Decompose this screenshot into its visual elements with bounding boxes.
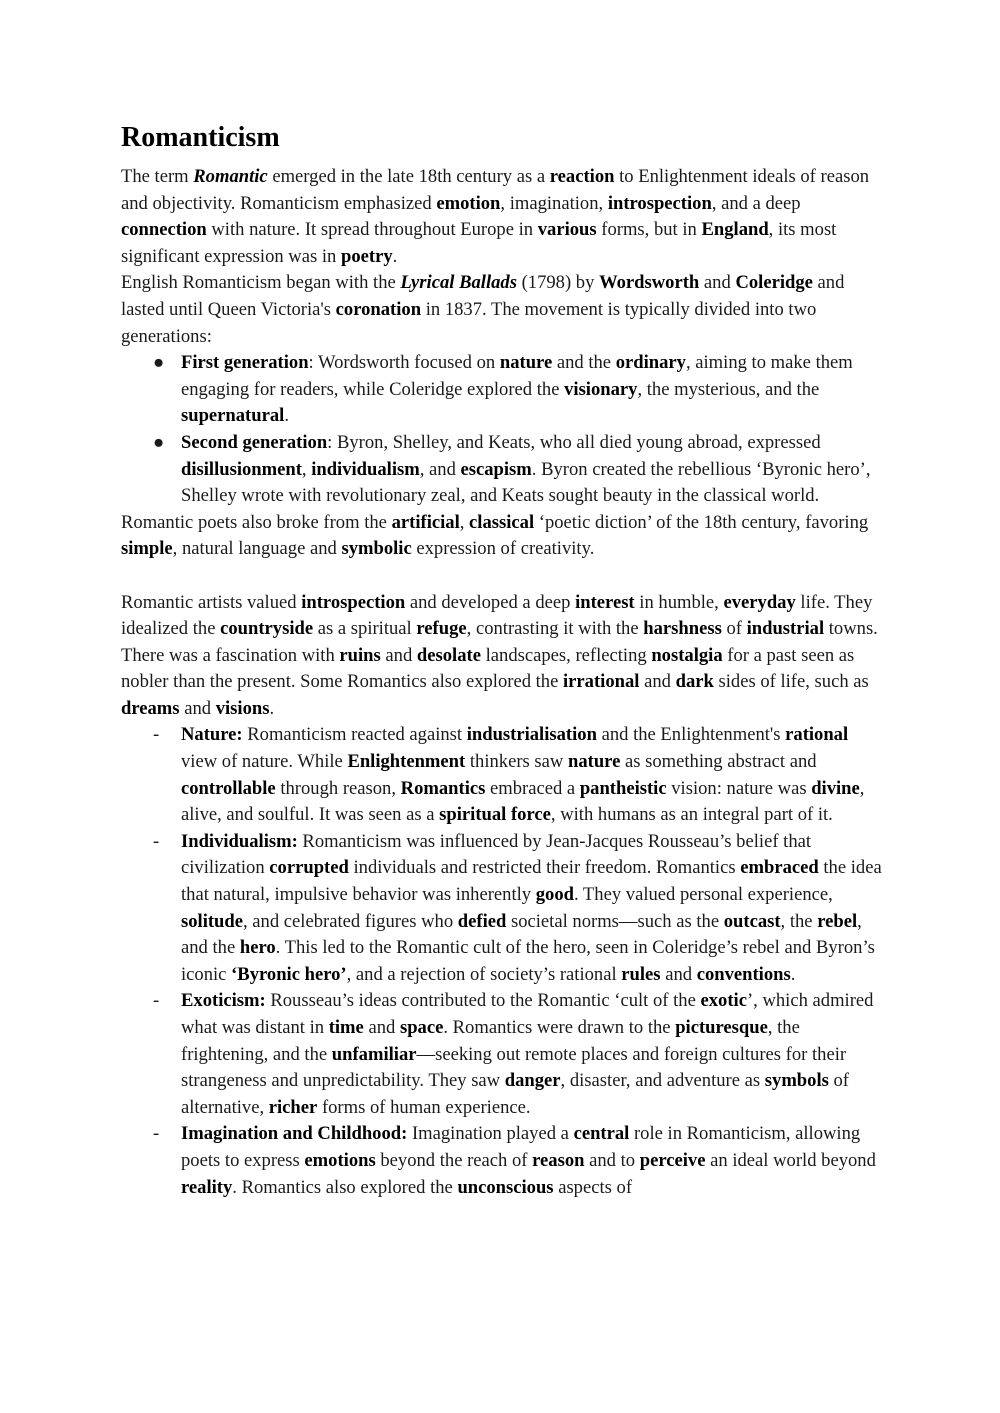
dash-marker: - xyxy=(153,724,160,746)
list-item-text xyxy=(181,1123,876,1197)
text-run: through reason, xyxy=(275,777,401,799)
emphasis-text: various xyxy=(537,219,597,241)
emphasis-text: picturesque xyxy=(675,1017,768,1038)
text-run: landscapes, reflecting xyxy=(480,644,652,666)
text-run: , alive, and soulful. It was seen as a xyxy=(181,777,865,826)
text-run: Imagination played a xyxy=(407,1123,574,1145)
list-item-text xyxy=(181,831,882,985)
emphasis-text: Lyrical Ballads xyxy=(400,272,517,294)
emphasis-text: conventions xyxy=(696,963,791,985)
emphasis-text: danger xyxy=(504,1070,561,1092)
emphasis-text: classical xyxy=(469,511,535,533)
text-run: emerged in the late 18th century as a xyxy=(267,166,550,187)
emphasis-text: interest xyxy=(575,591,635,613)
emphasis-text: Coleridge xyxy=(735,272,813,294)
text-run: : Byron, Shelley, and Keats, who all died young abroad, expressed xyxy=(327,431,821,453)
artists-paragraph xyxy=(121,590,883,723)
text-run: , and a rejection of society’s rational xyxy=(346,963,622,985)
emphasis-text: time xyxy=(328,1017,364,1038)
text-run: vision: nature was xyxy=(666,777,812,799)
emphasis-text: coronation xyxy=(335,298,422,320)
list-item xyxy=(121,1121,883,1201)
text-run: , imagination, xyxy=(500,192,608,214)
intro-paragraph xyxy=(121,164,883,270)
emphasis-text: pantheistic xyxy=(579,777,667,799)
text-run: beyond the reach of xyxy=(375,1149,533,1171)
emphasis-text: reason xyxy=(532,1149,585,1171)
text-run: the idea that natural, impulsive behavior was inherently xyxy=(181,857,882,906)
text-run: thinkers saw xyxy=(465,751,568,773)
text-run: , the frightening, and the xyxy=(181,1017,800,1065)
emphasis-text: unfamiliar xyxy=(331,1043,417,1065)
dash-marker: - xyxy=(153,1123,160,1145)
emphasis-text: refuge xyxy=(416,618,467,640)
text-run: and to xyxy=(584,1149,640,1171)
emphasis-text: emotion xyxy=(436,192,501,214)
emphasis-text: visionary xyxy=(564,378,638,400)
emphasis-text: rules xyxy=(621,963,661,985)
text-run: . This led to the Romantic cult of the hero, seen in Coleridge’s rebel and Byron’s iconic xyxy=(181,937,875,985)
emphasis-text: reaction xyxy=(549,166,615,187)
intro-section xyxy=(121,164,883,350)
intro-paragraph xyxy=(121,270,883,350)
emphasis-text: Nature: xyxy=(181,724,243,746)
emphasis-text: richer xyxy=(268,1096,318,1118)
text-run: . xyxy=(269,697,275,719)
emphasis-text: Wordsworth xyxy=(599,272,700,294)
page-title: Romanticism xyxy=(121,122,280,153)
dash-marker: - xyxy=(153,830,160,852)
text-run: ’, which admired what was distant in xyxy=(181,990,874,1038)
list-item-text xyxy=(181,352,853,426)
text-run: , with humans as an integral part of it. xyxy=(550,804,833,826)
emphasis-text: Imagination and Childhood: xyxy=(181,1123,408,1145)
text-run: and the Enlightenment's xyxy=(596,724,786,746)
text-run: forms of human experience. xyxy=(317,1096,531,1118)
emphasis-text: ruins xyxy=(339,644,381,666)
emphasis-text: outcast xyxy=(723,910,781,932)
emphasis-text: Individualism: xyxy=(181,830,298,852)
text-run: as something abstract and xyxy=(620,751,817,773)
text-run: , aiming to make them engaging for readers, while Coleridge explored the xyxy=(181,352,853,400)
text-run: view of nature. While xyxy=(181,751,348,773)
text-run: forms, but in xyxy=(596,219,702,241)
text-run: : Wordsworth focused on xyxy=(308,352,500,374)
emphasis-text: simple xyxy=(121,538,173,560)
text-run: and developed a deep xyxy=(405,591,576,613)
text-run: The term xyxy=(121,166,194,187)
emphasis-text: dreams xyxy=(121,697,180,719)
text-run: in humble, xyxy=(634,591,724,613)
text-run: expression of creativity. xyxy=(411,538,595,560)
themes-list xyxy=(121,722,883,1201)
text-run: —seeking out remote places and foreign cultures for their strangeness and unpredictability. They saw xyxy=(181,1043,847,1092)
list-item-text xyxy=(181,432,871,506)
emphasis-text: dark xyxy=(675,671,714,693)
text-run: . xyxy=(392,245,398,267)
emphasis-text: everyday xyxy=(723,591,796,613)
list-item xyxy=(121,350,883,430)
text-run: individuals and restricted their freedom. Romantics xyxy=(348,857,741,879)
emphasis-text: embraced xyxy=(740,857,819,879)
emphasis-text: exotic xyxy=(700,990,747,1012)
emphasis-text: nature xyxy=(499,352,553,374)
text-run: and xyxy=(363,1017,400,1038)
list-item xyxy=(121,722,883,828)
emphasis-text: spiritual force xyxy=(439,804,551,826)
bullet-marker: ● xyxy=(153,352,165,374)
emphasis-text: First generation xyxy=(181,352,309,374)
emphasis-text: irrational xyxy=(563,671,640,693)
text-run: an ideal world beyond xyxy=(705,1149,876,1171)
text-run: , its most significant expression was in xyxy=(121,219,837,267)
emphasis-text: emotions xyxy=(304,1149,376,1171)
text-run: life. They idealized the xyxy=(121,591,873,640)
text-run: Rousseau’s ideas contributed to the Romantic ‘cult of the xyxy=(265,990,701,1012)
emphasis-text: perceive xyxy=(639,1149,706,1171)
text-run: Romantic poets also broke from the xyxy=(121,511,392,533)
text-run: and lasted until Queen Victoria's xyxy=(121,272,845,320)
emphasis-text: harshness xyxy=(643,618,722,640)
text-run: societal norms—such as the xyxy=(506,910,724,932)
text-run: , disaster, and adventure as xyxy=(560,1070,765,1092)
text-run: and xyxy=(639,671,676,693)
text-run: , the xyxy=(780,910,818,932)
text-run: towns. There was a fascination with xyxy=(121,618,878,666)
text-run: . They valued personal experience, xyxy=(573,884,833,906)
emphasis-text: Exoticism: xyxy=(181,990,266,1012)
list-item xyxy=(121,829,883,989)
emphasis-text: reality xyxy=(181,1176,233,1198)
text-run: , xyxy=(459,511,470,533)
text-run: as a spiritual xyxy=(313,618,417,640)
emphasis-text: controllable xyxy=(181,777,276,799)
text-run: aspects of xyxy=(553,1176,633,1198)
text-run: . xyxy=(284,405,289,427)
emphasis-text: divine xyxy=(811,777,860,799)
text-run: Romanticism reacted against xyxy=(242,724,467,746)
emphasis-text: introspection xyxy=(301,591,406,613)
text-run: and xyxy=(380,644,417,666)
list-item-text xyxy=(181,990,873,1117)
emphasis-text: Enlightenment xyxy=(347,751,466,773)
emphasis-text: symbolic xyxy=(341,538,412,560)
text-run: , and xyxy=(419,458,461,480)
text-run: , xyxy=(301,458,312,480)
emphasis-text: introspection xyxy=(607,192,712,214)
emphasis-text: disillusionment xyxy=(181,458,302,480)
emphasis-text: desolate xyxy=(416,644,481,666)
emphasis-text: Second generation xyxy=(181,431,328,453)
emphasis-text: escapism xyxy=(460,458,532,480)
emphasis-text: defied xyxy=(457,910,507,932)
text-run: Romanticism was influenced by Jean-Jacques Rousseau’s belief that civilization xyxy=(181,830,812,879)
text-run: , contrasting it with the xyxy=(466,618,644,640)
text-run: ‘poetic diction’ of the 18th century, favoring xyxy=(534,511,869,533)
emphasis-text: ordinary xyxy=(615,352,686,374)
text-run: , and a deep xyxy=(711,192,801,214)
text-run: in 1837. The movement is typically divided into two generations: xyxy=(121,298,817,347)
text-run: . Byron created the rebellious ‘Byronic hero’, Shelley wrote with revolutionary zeal, and Keats sought beauty in the classical world. xyxy=(181,458,871,507)
text-run: for a past seen as nobler than the present. Some Romantics also explored the xyxy=(121,644,855,693)
text-run: , and the xyxy=(181,910,862,959)
bullet-marker: ● xyxy=(153,431,165,453)
text-run: and xyxy=(179,697,216,719)
emphasis-text: supernatural xyxy=(181,405,285,427)
emphasis-text: connection xyxy=(121,219,207,241)
text-run: of xyxy=(721,618,747,640)
emphasis-text: good xyxy=(535,884,574,906)
text-run: Romantic artists valued xyxy=(121,591,302,613)
text-run: , natural language and xyxy=(172,538,342,560)
emphasis-text: industrialisation xyxy=(466,724,597,746)
text-run: with nature. It spread throughout Europe in xyxy=(206,219,538,241)
emphasis-text: rebel xyxy=(817,910,858,932)
emphasis-text: industrial xyxy=(746,618,825,640)
list-item xyxy=(121,430,883,510)
text-run: , and celebrated figures who xyxy=(243,910,458,932)
text-run: , the mysterious, and the xyxy=(637,378,820,400)
text-run: (1798) by xyxy=(516,272,600,294)
emphasis-text: nature xyxy=(567,751,621,773)
text-run: role in Romanticism, allowing poets to express xyxy=(181,1123,861,1171)
text-run: of alternative, xyxy=(181,1070,849,1118)
text-run: English Romanticism began with the xyxy=(121,272,401,294)
diction-paragraph xyxy=(121,510,883,563)
emphasis-text: visions xyxy=(215,697,270,719)
emphasis-text: Romantic xyxy=(193,166,268,187)
list-item xyxy=(121,988,883,1121)
emphasis-text: nostalgia xyxy=(651,644,723,666)
emphasis-text: Romantics xyxy=(400,777,486,799)
emphasis-text: unconscious xyxy=(457,1176,554,1198)
paragraph-spacer xyxy=(121,563,883,590)
emphasis-text: individualism xyxy=(311,458,420,480)
generations-list xyxy=(121,350,883,510)
emphasis-text: rational xyxy=(785,724,849,746)
text-run: and xyxy=(699,272,736,294)
text-run: . Romantics were drawn to the xyxy=(443,1017,676,1038)
emphasis-text: England xyxy=(701,219,769,241)
text-run: to Enlightenment ideals of reason and objectivity. Romanticism emphasized xyxy=(121,166,870,214)
emphasis-text: central xyxy=(573,1123,630,1145)
emphasis-text: corrupted xyxy=(269,857,349,879)
text-run: embraced a xyxy=(485,777,580,799)
emphasis-text: hero xyxy=(239,937,276,959)
emphasis-text: artificial xyxy=(391,511,460,533)
text-run: . Romantics also explored the xyxy=(232,1176,458,1198)
dash-marker: - xyxy=(153,990,160,1012)
emphasis-text: space xyxy=(399,1017,444,1038)
list-item-text xyxy=(181,724,864,825)
text-run: and the xyxy=(552,352,616,374)
emphasis-text: countryside xyxy=(220,618,314,640)
emphasis-text: symbols xyxy=(764,1070,829,1092)
emphasis-text: poetry xyxy=(340,245,393,267)
document-page xyxy=(121,118,883,1201)
emphasis-text: ‘Byronic hero’ xyxy=(231,963,347,985)
text-run: sides of life, such as xyxy=(713,671,869,693)
emphasis-text: solitude xyxy=(181,910,243,932)
text-run: and xyxy=(660,963,697,985)
text-run: . xyxy=(790,963,796,985)
